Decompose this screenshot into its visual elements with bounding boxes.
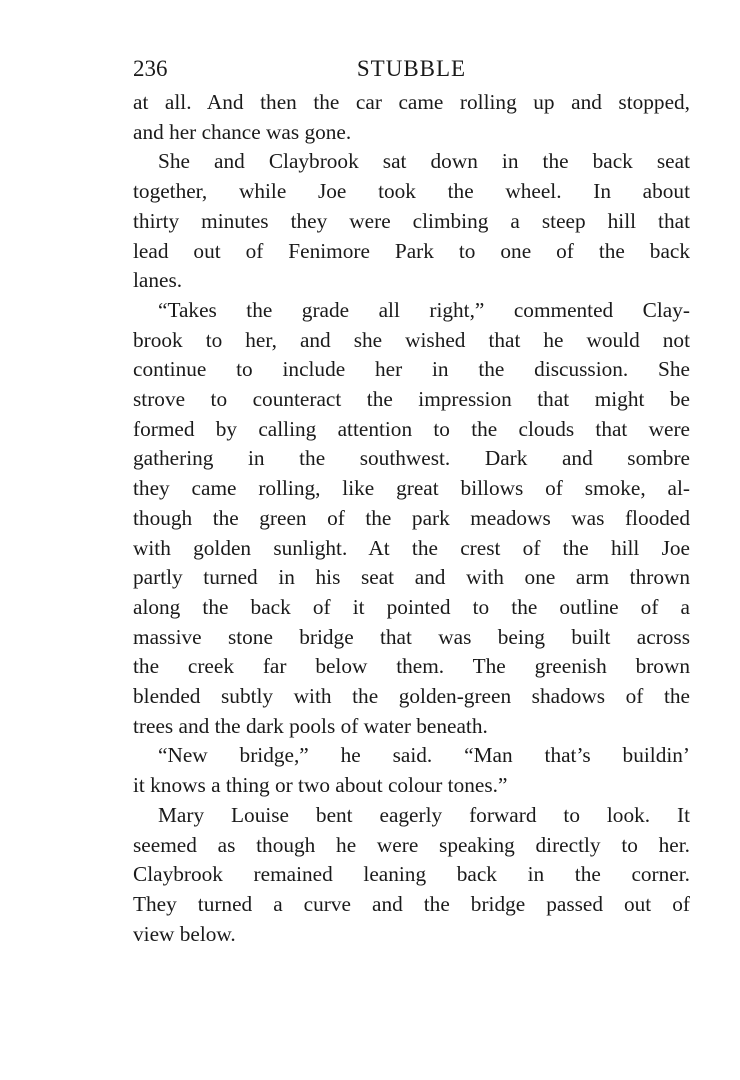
text-line: “Takes the grade all right,” commented Clay- [158, 297, 690, 322]
text-line: partly turned in his seat and with one arm thrown [133, 565, 690, 590]
paragraph [133, 88, 690, 147]
book-page [133, 52, 690, 949]
text-line: though the green of the park meadows was flooded [133, 505, 690, 530]
text-line: along the back of it pointed to the outline of a [133, 594, 690, 619]
text-line: formed by calling attention to the clouds that were [133, 416, 690, 441]
running-head [133, 52, 690, 88]
text-line: trees and the dark pools of water beneath. [133, 713, 488, 738]
text-line: seemed as though he were speaking directly to her. [133, 832, 690, 857]
text-line: thirty minutes they were climbing a steep hill that [133, 208, 690, 233]
running-title: STUBBLE [356, 56, 467, 81]
text-line: at all. And then the car came rolling up and stopped, [133, 90, 690, 114]
text-line: continue to include her in the discussion. She [133, 357, 690, 382]
body-text [133, 88, 690, 949]
text-line: the creek far below them. The greenish brown [133, 654, 690, 679]
paragraph [133, 296, 690, 742]
text-line: and her chance was gone. [133, 119, 352, 144]
text-line: massive stone bridge that was being built across [133, 624, 690, 649]
text-line: Claybrook remained leaning back in the corner. [133, 862, 690, 887]
text-line: brook to her, and she wished that he would not [133, 327, 690, 352]
paragraph [133, 741, 690, 800]
text-line: they came rolling, like great billows of smoke, al- [133, 476, 690, 501]
text-line: lead out of Fenimore Park to one of the back [133, 238, 690, 263]
page-number: 236 [133, 56, 168, 81]
text-line: lanes. [133, 268, 183, 293]
text-line: view below. [133, 921, 236, 946]
text-line: gathering in the southwest. Dark and sombre [133, 446, 690, 471]
text-line: it knows a thing or two about colour tones.” [133, 773, 508, 798]
text-line: “New bridge,” he said. “Man that’s buildin’ [158, 743, 690, 768]
text-line: Mary Louise bent eagerly forward to look. It [158, 802, 690, 827]
text-line: She and Claybrook sat down in the back seat [158, 149, 690, 174]
text-line: strove to counteract the impression that might be [133, 387, 690, 412]
paragraph [133, 147, 690, 296]
text-line: together, while Joe took the wheel. In about [133, 179, 690, 204]
paragraph [133, 801, 690, 950]
text-line: with golden sunlight. At the crest of the hill Joe [133, 535, 690, 560]
text-line: blended subtly with the golden-green shadows of the [133, 684, 690, 709]
text-line: They turned a curve and the bridge passed out of [133, 891, 690, 916]
